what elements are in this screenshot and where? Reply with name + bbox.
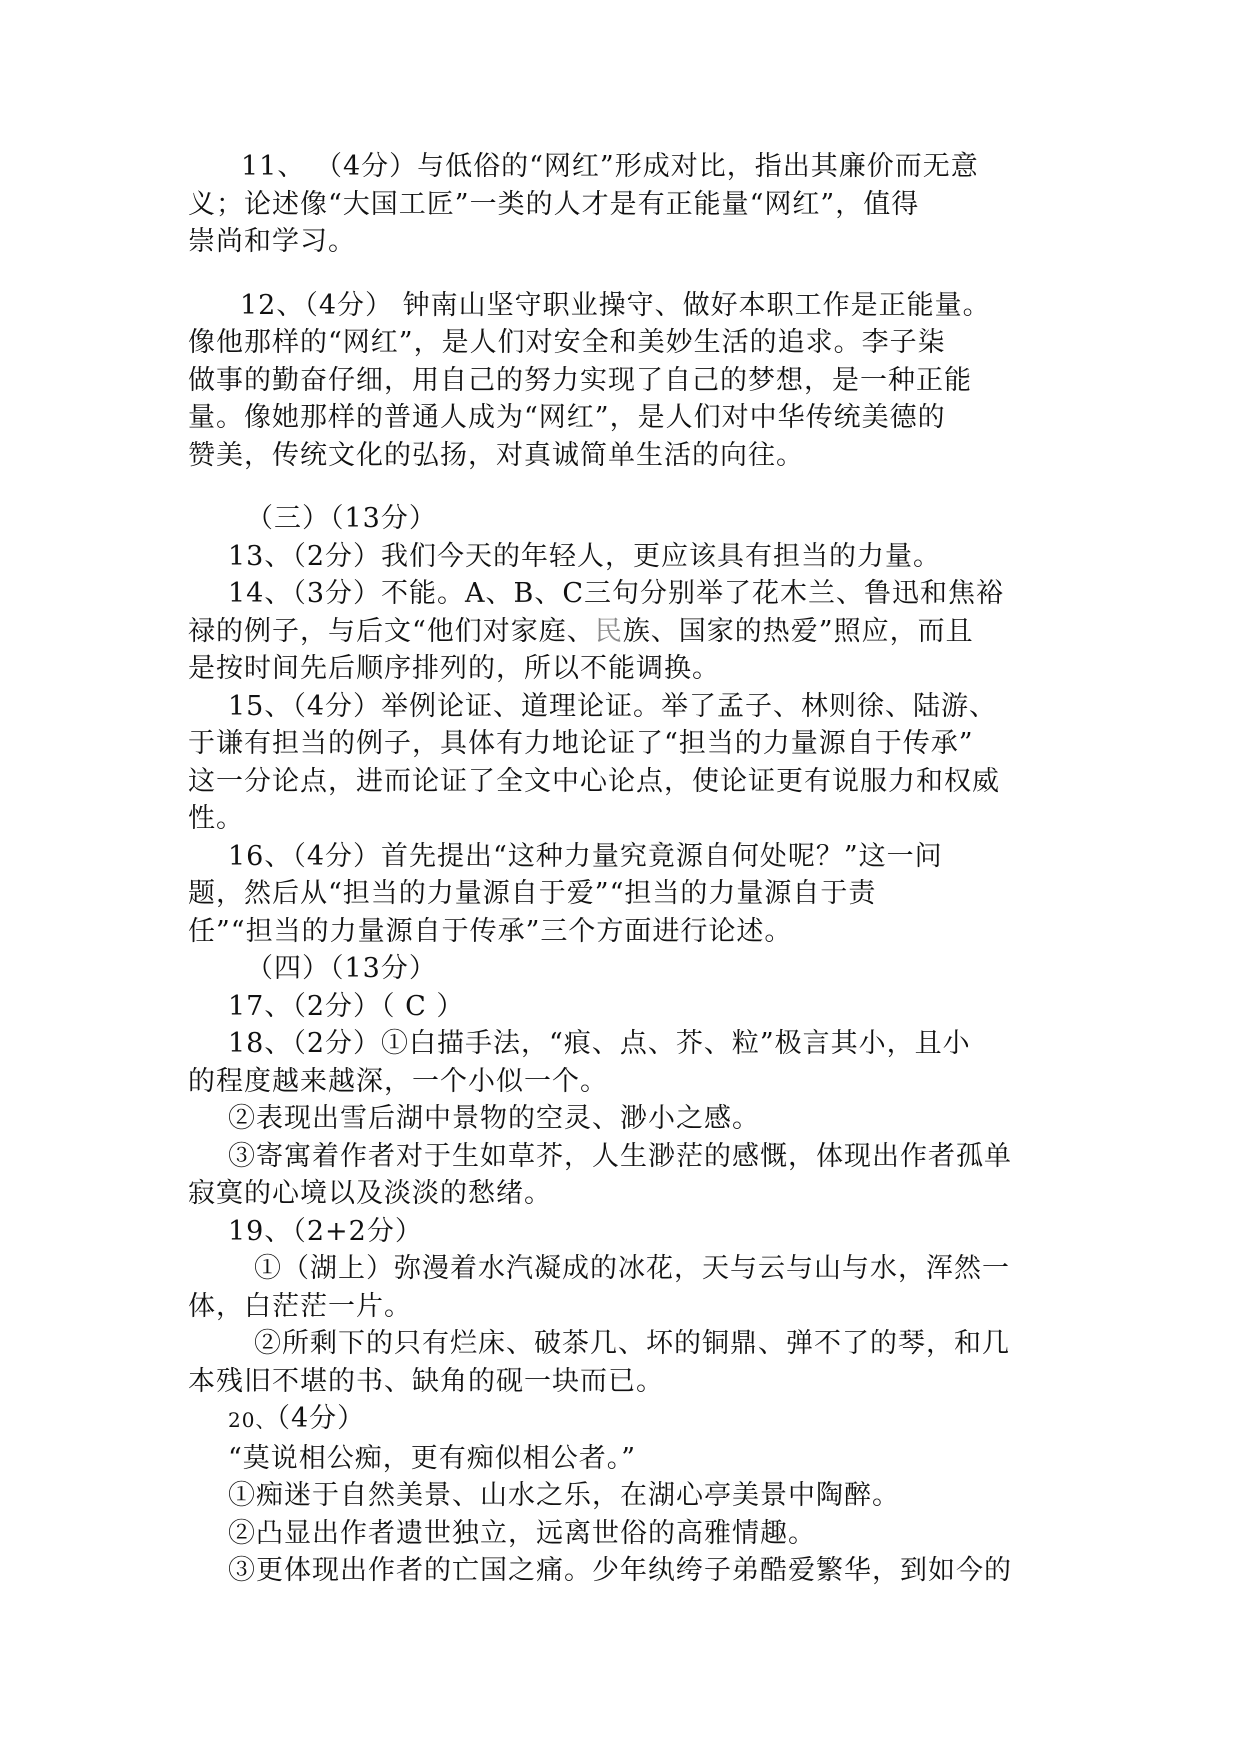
answer-20-score: （4分）	[276, 1403, 366, 1434]
answer-18-point-3-line-1: ③寄寓着作者对于生如草芥，人生渺茫的感慨，体现出作者孤单	[228, 1140, 1012, 1172]
answer-20-point-3: ③更体现出作者的亡国之痛。少年纨绔子弟酷爱繁华，到如今的	[228, 1555, 1012, 1586]
answer-14-line-2-after: 族、国家的热爱”照应，而且	[622, 615, 974, 647]
answer-18-line-1: 18、（2分）①白描手法，“痕、点、芥、粒”极言其小，且小	[228, 1028, 971, 1059]
section-4-header: （四）（13分）	[246, 953, 437, 984]
answer-13-line-1: 13、（2分）我们今天的年轻人，更应该具有担当的力量。	[228, 540, 942, 572]
answer-20-point-1: ①痴迷于自然美景、山水之乐，在湖心亭美景中陶醉。	[228, 1480, 900, 1511]
answer-11-line-1: 11、 （4分）与低俗的“网红”形成对比，指出其廉价而无意	[241, 151, 979, 182]
answer-18-point-2: ②表现出雪后湖中景物的空灵、渺小之感。	[228, 1103, 760, 1134]
answer-16-line-1: 16、（4分）首先提出“这种力量究竟源自何处呢？”这一问	[228, 840, 943, 872]
answer-14-faded-char: 民	[594, 615, 623, 647]
answer-16-line-2: 题，然后从“担当的力量源自于爱”“担当的力量源自于责	[188, 878, 877, 909]
section-3-header: （三）（13分）	[246, 503, 437, 534]
answer-11-line-3: 崇尚和学习。	[188, 226, 356, 257]
answer-14-line-2	[188, 613, 1078, 651]
answer-sheet	[188, 148, 1078, 1590]
answer-16	[188, 838, 1078, 951]
answer-15-line-3: 这一分论点，进而论证了全文中心论点，使论证更有说服力和权威	[188, 765, 1000, 797]
answer-20-point-2: ②凸显出作者遗世独立，远离世俗的高雅情趣。	[228, 1517, 816, 1549]
answer-11	[188, 148, 1078, 261]
answer-15-line-1: 15、（4分）举例论证、道理论证。举了孟子、林则徐、陆游、	[228, 690, 998, 722]
answer-18	[188, 1025, 1078, 1213]
answer-12	[188, 287, 1078, 475]
answer-19-header: 19、（2+2分）	[228, 1215, 423, 1247]
answer-19-point-2-line-1: ②所剩下的只有烂床、破茶几、坏的铜鼎、弹不了的琴，和几	[254, 1328, 1010, 1359]
answer-15-line-4: 性。	[188, 803, 244, 834]
answer-16-line-3: 任”“担当的力量源自于传承”三个方面进行论述。	[188, 915, 793, 947]
answer-20-header	[188, 1400, 1078, 1440]
answer-19-point-2-line-2: 本残旧不堪的书、缺角的砚一块而已。	[188, 1365, 664, 1397]
answer-14-line-3: 是按时间先后顺序排列的，所以不能调换。	[188, 653, 720, 684]
answer-18-point-3-line-2: 寂寞的心境以及淡淡的愁绪。	[188, 1178, 552, 1209]
answer-19-point-1-line-1: ①（湖上）弥漫着水汽凝成的冰花，天与云与山与水，浑然一	[254, 1253, 1010, 1284]
answer-14-line-2-before: 禄的例子，与后文“他们对家庭、	[188, 615, 595, 647]
answer-12-line-1: 12、（4分） 钟南山坚守职业操守、做好本职工作是正能量。	[240, 289, 991, 321]
answer-17-line-1: 17、（2分）（ C ）	[228, 990, 465, 1022]
answer-15	[188, 688, 1078, 838]
answer-19-point-1-line-2: 体，白茫茫一片。	[188, 1290, 412, 1322]
answer-12-line-4: 量。像她那样的普通人成为“网红”，是人们对中华传统美德的	[188, 402, 946, 433]
answer-12-line-3: 做事的勤奋仔细，用自己的努力实现了自己的梦想，是一种正能	[188, 364, 972, 396]
answer-11-line-2: 义；论述像“大国工匠”一类的人才是有正能量“网红”，值得	[188, 188, 920, 220]
answer-18-line-2: 的程度越来越深，一个小似一个。	[188, 1065, 608, 1097]
answer-20-quote: “莫说相公痴，更有痴似相公者。”	[228, 1442, 637, 1474]
answer-20	[188, 1400, 1078, 1590]
answer-12-line-2: 像他那样的“网红”，是人们对安全和美妙生活的追求。李子柒	[188, 327, 946, 358]
answer-19	[188, 1213, 1078, 1401]
answer-14	[188, 575, 1078, 688]
answer-14-line-1: 14、（3分）不能。A、B、C三句分别举了花木兰、鲁迅和焦裕	[228, 578, 1005, 609]
answer-15-line-2: 于谦有担当的例子，具体有力地论证了“担当的力量源自于传承”	[188, 728, 974, 759]
answer-12-line-5: 赞美，传统文化的弘扬，对真诚简单生活的向往。	[188, 439, 804, 471]
answer-20-number: 20、	[228, 1408, 277, 1432]
